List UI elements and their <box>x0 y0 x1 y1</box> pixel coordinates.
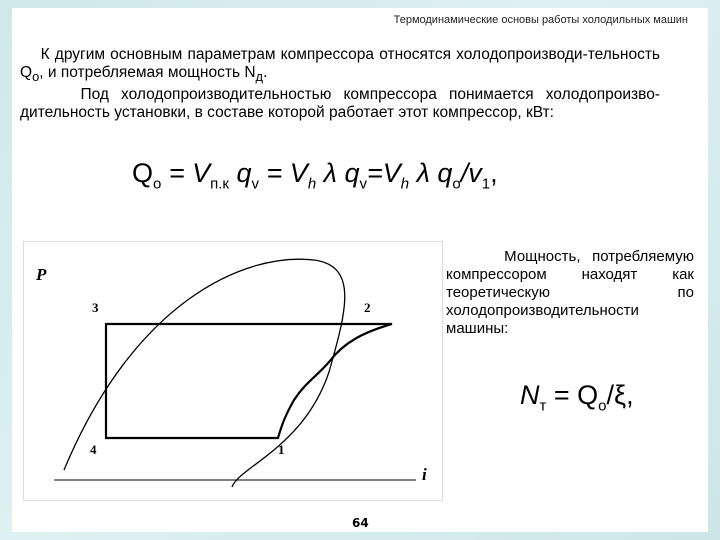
formula-part: /v <box>460 158 482 188</box>
formula-sub: o <box>153 175 162 193</box>
point-3-label: 3 <box>92 300 99 315</box>
diagram-svg <box>24 242 442 500</box>
formula-part: /ξ, <box>606 380 634 410</box>
axis-label-i: i <box>422 465 427 484</box>
formula-part: λ q <box>409 158 453 188</box>
formula-part: Q <box>132 158 154 188</box>
formula-part: =V <box>366 158 401 188</box>
page-number: 64 <box>352 516 369 530</box>
formula-part: N <box>520 380 540 410</box>
formula-sub: o <box>598 397 607 415</box>
formula-sub: 1 <box>481 175 491 193</box>
paragraph-text: К другим основным параметрам компрессора относятся холодопроизводи-тельность Q <box>20 46 660 81</box>
formula-sub: v <box>359 175 367 193</box>
formula-sub: v <box>251 175 260 193</box>
paragraph-text: . <box>263 64 268 81</box>
formula-part: = Q <box>546 380 599 410</box>
subscript: д <box>255 69 264 85</box>
paragraph-definition <box>20 86 660 122</box>
paragraph-text: , и потребляемая мощность N <box>39 64 256 81</box>
power-formula <box>520 380 634 414</box>
page-header: Термодинамические основы работы холодильных машин <box>393 14 688 26</box>
subscript: o <box>32 69 40 85</box>
point-1-label: 1 <box>278 442 285 457</box>
capacity-formula <box>132 158 498 192</box>
power-text <box>446 248 694 338</box>
formula-part: , <box>490 158 498 188</box>
axis-label-p: P <box>36 265 47 284</box>
formula-sub: h <box>307 175 317 193</box>
formula-part: λ q <box>316 158 360 188</box>
p-i-diagram <box>23 241 443 501</box>
point-4-label: 4 <box>90 442 97 457</box>
formula-sub: h <box>400 175 410 193</box>
point-2-label: 2 <box>364 300 371 315</box>
formula-part: = V <box>259 158 308 188</box>
paragraph-text: Мощность, потребляемую компрессором находят как теоретическую по холодопроизводительности машины: <box>446 248 694 337</box>
formula-sub: п.к <box>210 175 229 193</box>
formula-part: = V <box>161 158 211 188</box>
formula-part: q <box>229 158 252 188</box>
formula-sub: o <box>452 175 461 193</box>
paragraph-parameters <box>20 46 660 86</box>
slide <box>12 8 708 532</box>
formula-sub: т <box>539 397 547 415</box>
paragraph-text: Под холодопроизводительностью компрессора понимается холодопроизво-дительность установки, в составе которой работает этот компрессор, кВт: <box>20 86 660 121</box>
refrigeration-cycle <box>106 324 392 438</box>
